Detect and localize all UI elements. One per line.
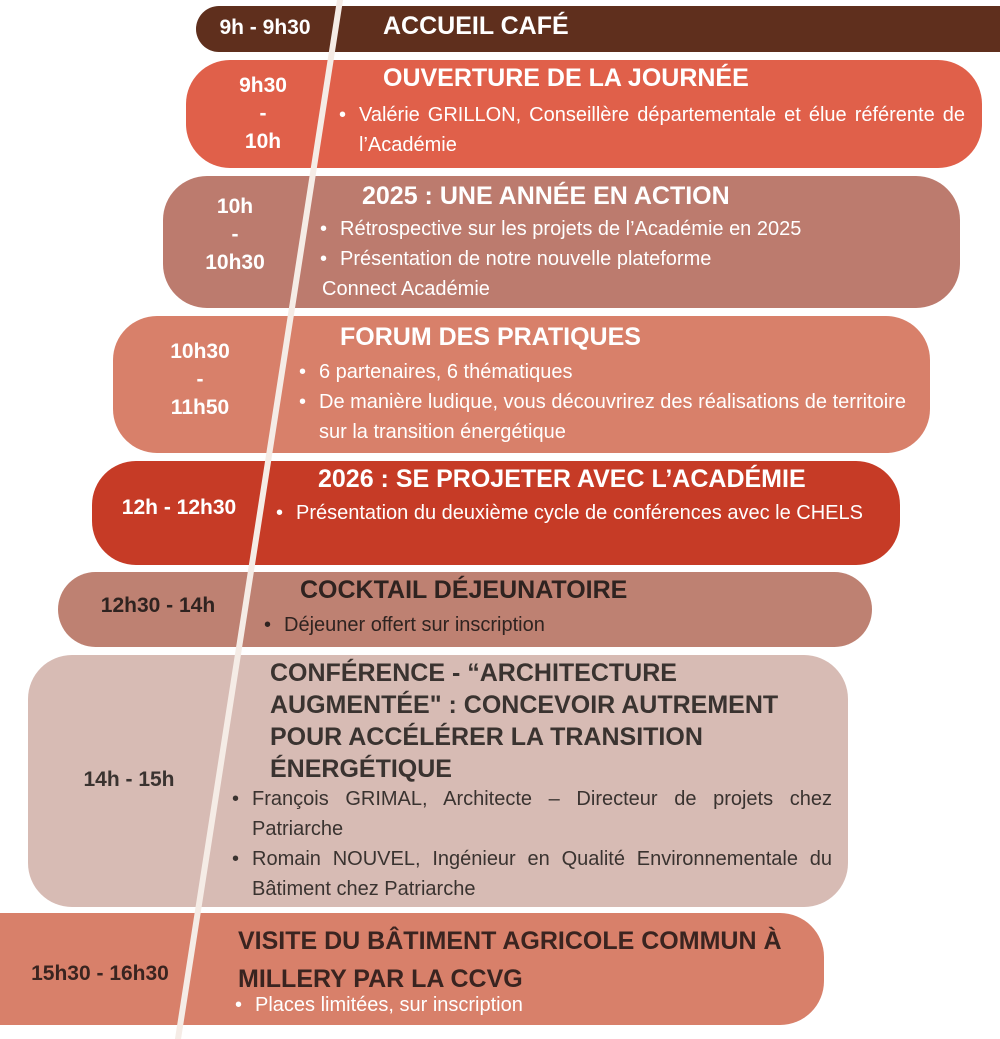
- annee-continuation: Connect Académie: [322, 278, 490, 300]
- title-conference: CONFÉRENCE - “ARCHITECTURE AUGMENTÉE" : CONCEVOIR AUTREMENT POUR ACCÉLÉRER LA TRANSITION ÉNERGÉTIQUE: [270, 659, 779, 783]
- time-visite: 15h30 - 16h30: [31, 962, 169, 985]
- time-accueil: 9h - 9h30: [219, 16, 311, 39]
- bullet-item: • De manière ludique, vous découvrirez des réalisations de territoire sur la transition énergétique: [297, 387, 922, 447]
- bullet-item: • Romain NOUVEL, Ingénieur en Qualité Environnementale du Bâtiment chez Patriarche: [230, 844, 832, 904]
- bullet-item: • Valérie GRILLON, Conseillère départementale et élue référente de l’Académie: [337, 100, 965, 160]
- bullet-item: • Places limitées, sur inscription: [233, 990, 793, 1020]
- bullet-item: • Rétrospective sur les projets de l’Académie en 2025: [318, 214, 938, 244]
- timeline-spine-line: [178, 0, 340, 1039]
- bullet-item: • Présentation de notre nouvelle plateforme: [318, 244, 938, 274]
- time-annee: 10h - 10h30: [205, 195, 265, 274]
- title-forum: FORUM DES PRATIQUES: [340, 323, 641, 351]
- title-accueil: ACCUEIL CAFÉ: [383, 12, 569, 40]
- title-ouverture: OUVERTURE DE LA JOURNÉE: [383, 64, 749, 92]
- title-visite: VISITE DU BÂTIMENT AGRICOLE COMMUN À MILLERY PAR LA CCVG: [238, 927, 782, 993]
- time-ouverture: 9h30 - 10h: [239, 74, 287, 153]
- time-projeter: 12h - 12h30: [121, 496, 237, 519]
- time-conference: 14h - 15h: [83, 768, 175, 791]
- title-cocktail: COCKTAIL DÉJEUNATOIRE: [300, 576, 628, 604]
- time-cocktail: 12h30 - 14h: [100, 594, 216, 617]
- title-projeter: 2026 : SE PROJETER AVEC L’ACADÉMIE: [318, 465, 806, 493]
- bullet-item: • Déjeuner offert sur inscription: [262, 610, 842, 640]
- bullet-item: • Présentation du deuxième cycle de conférences avec le CHELS: [274, 498, 884, 528]
- time-forum: 10h30 - 11h50: [170, 340, 230, 419]
- bullet-item: • 6 partenaires, 6 thématiques: [297, 357, 922, 387]
- bullet-item: • François GRIMAL, Architecte – Directeur de projets chez Patriarche: [230, 784, 832, 844]
- title-annee: 2025 : UNE ANNÉE EN ACTION: [362, 182, 730, 210]
